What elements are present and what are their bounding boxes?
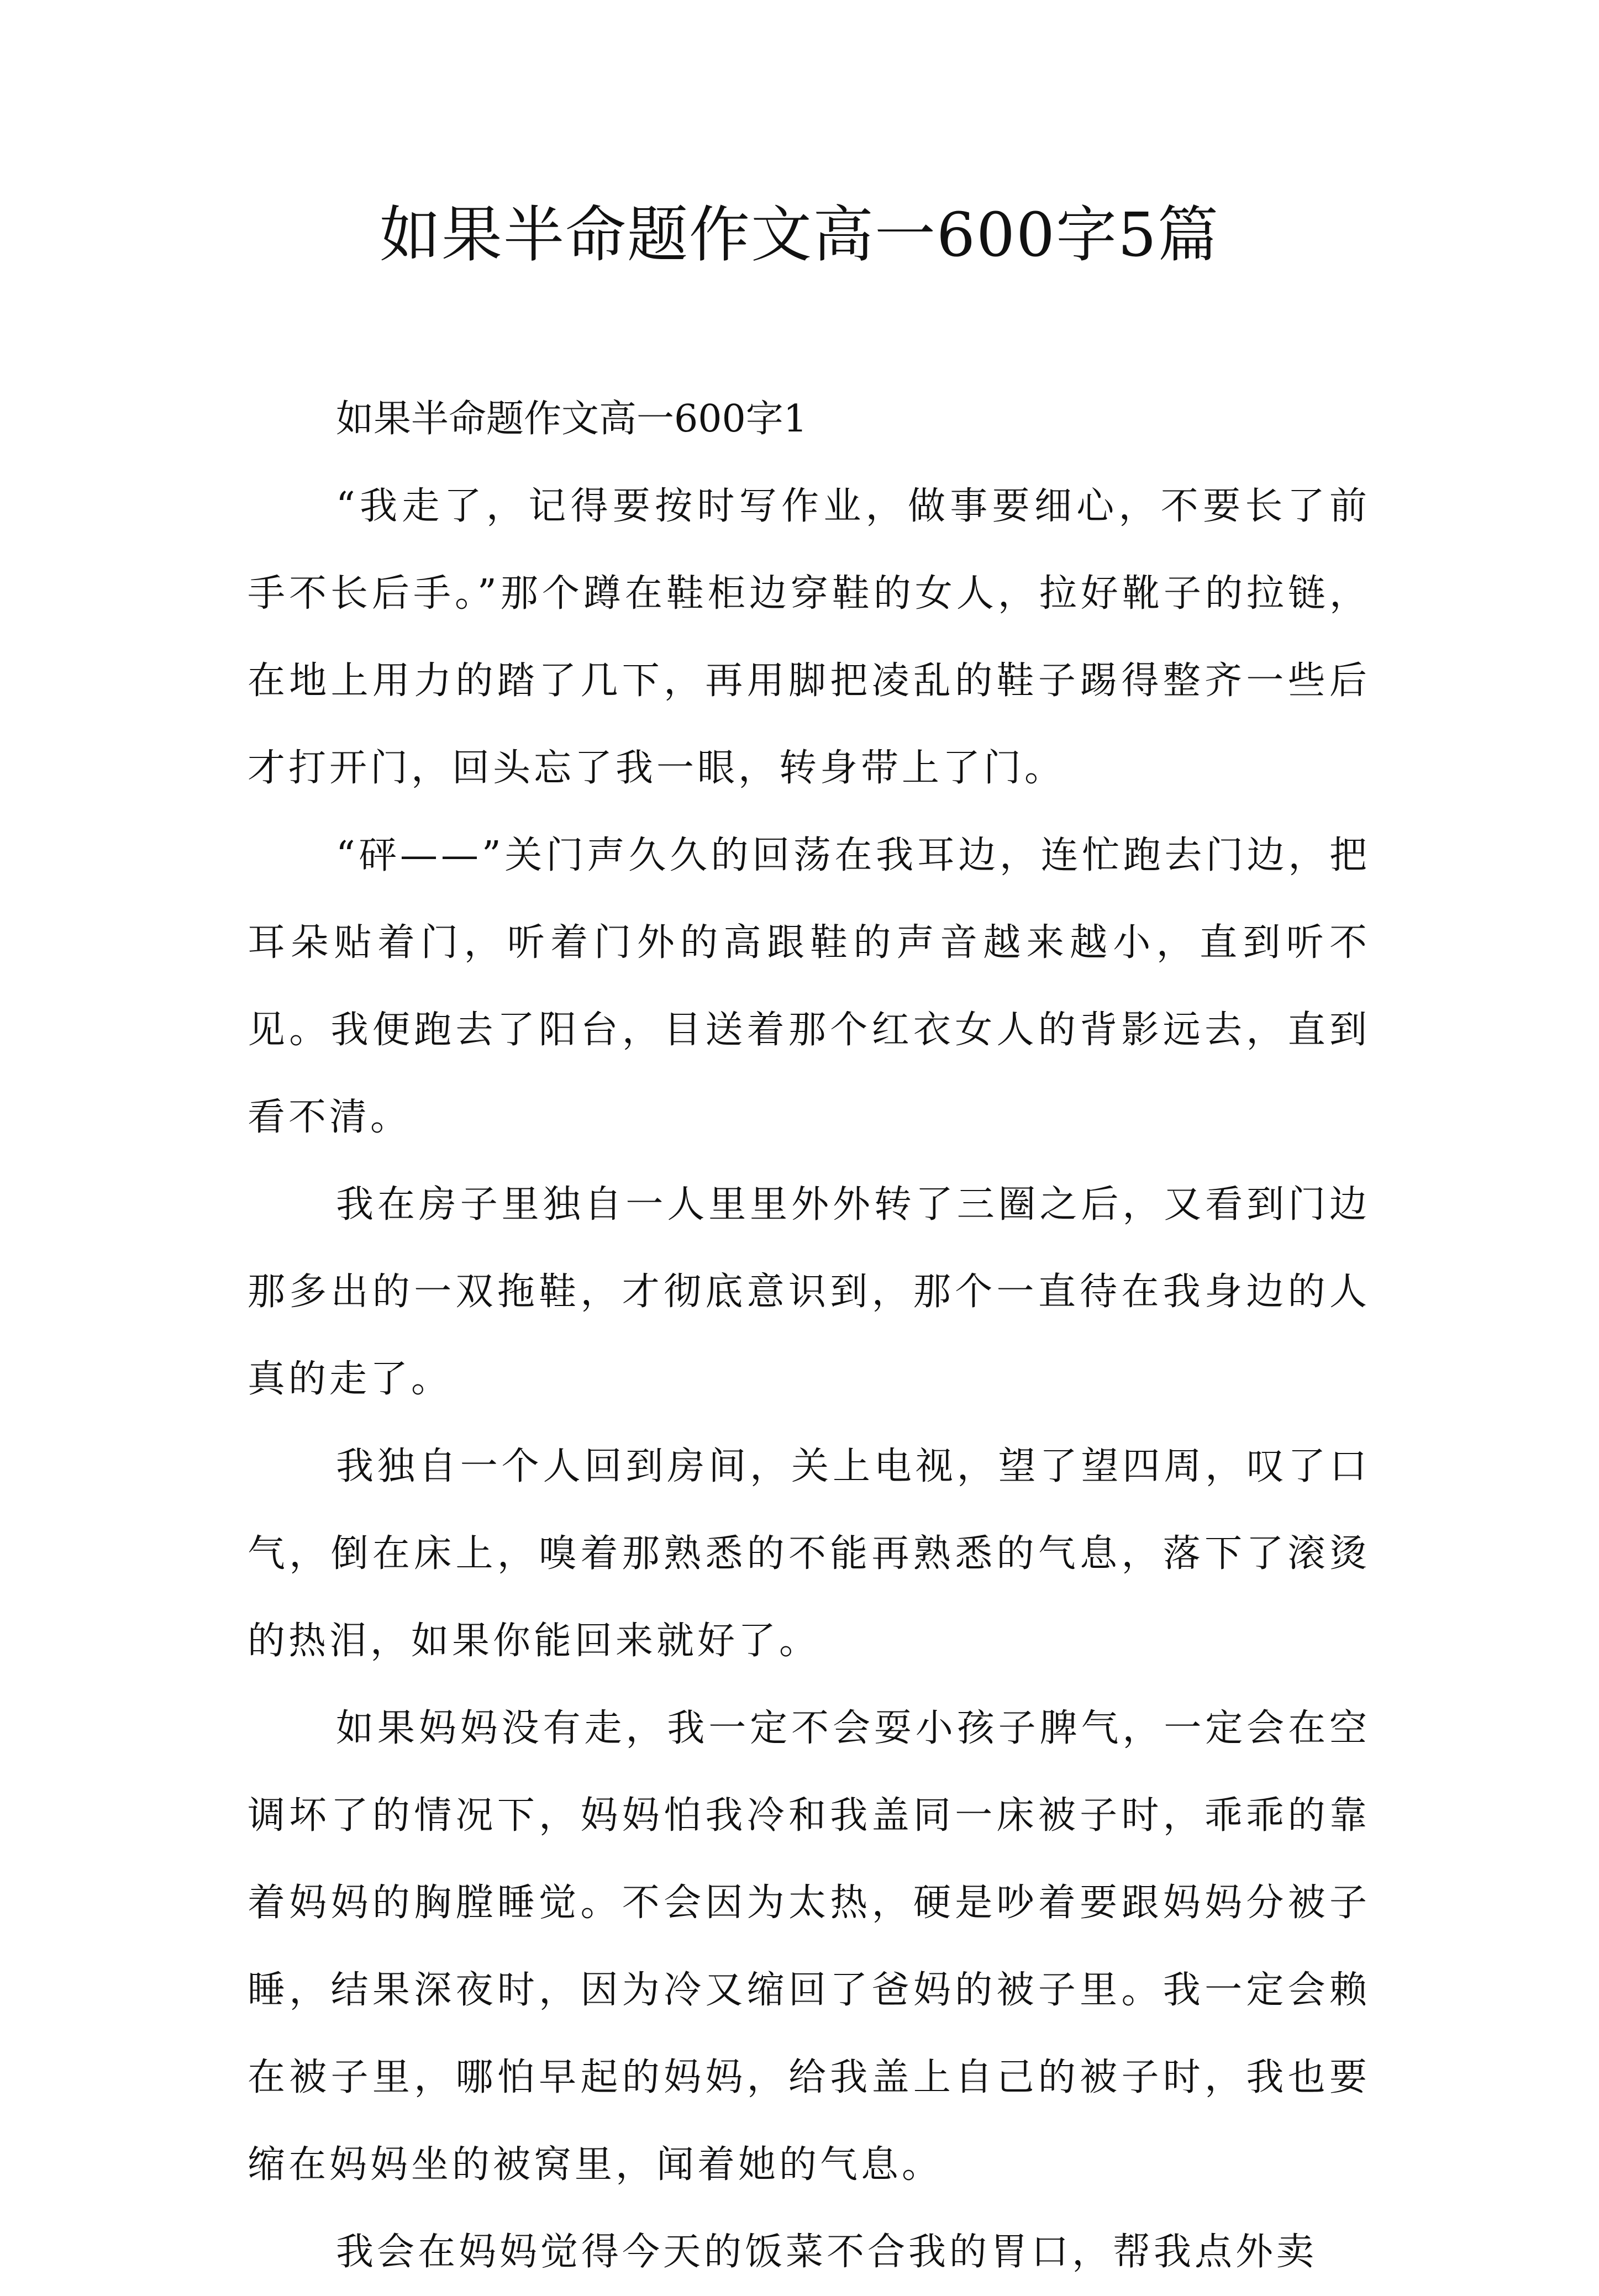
document-title: 如果半命题作文高一600字5篇 — [380, 199, 1219, 270]
paragraph: 如果妈妈没有走，我一定不会耍小孩子脾气，一定会在空调坏了的情况下，妈妈怕我冷和我盖同一床被子时，乖乖的靠着妈妈的胸膛睡觉。不会因为太热，硬是吵着要跟妈妈分被子睡，结果深夜时，因为冷又缩回了爸妈的被子里。我一定会赖在被子里，哪怕早起的妈妈，给我盖上自己的被子时，我也要缩在妈妈坐的被窝里，闻着她的气息。 — [248, 1707, 1370, 2187]
paragraph: 我会在妈妈觉得今天的饭菜不合我的胃口，帮我点外卖 — [336, 2230, 1318, 2274]
section-heading: 如果半命题作文高一600字1 — [336, 397, 808, 441]
paragraph: “我走了，记得要按时写作业，做事要细心，不要长了前手不长后手。”那个蹲在鞋柜边穿鞋的女人，拉好靴子的拉链，在地上用力的踏了几下，再用脚把凌乱的鞋子踢得整齐一些后才打开门，回头忘了我一眼，转身带上了门。 — [248, 485, 1370, 790]
paragraph: “砰——”关门声久久的回荡在我耳边，连忙跑去门边，把耳朵贴着门，听着门外的高跟鞋的声音越来越小，直到听不见。我便跑去了阳台，目送着那个红衣女人的背影远去，直到看不清。 — [248, 834, 1370, 1139]
document-body — [248, 376, 1370, 2296]
paragraph: 我在房子里独自一人里里外外转了三圈之后，又看到门边那多出的一双拖鞋，才彻底意识到，那个一直待在我身边的人真的走了。 — [248, 1183, 1370, 1401]
paragraph: 我独自一个人回到房间，关上电视，望了望四周，叹了口气，倒在床上，嗅着那熟悉的不能再熟悉的气息，落下了滚烫的热泪，如果你能回来就好了。 — [248, 1445, 1370, 1663]
